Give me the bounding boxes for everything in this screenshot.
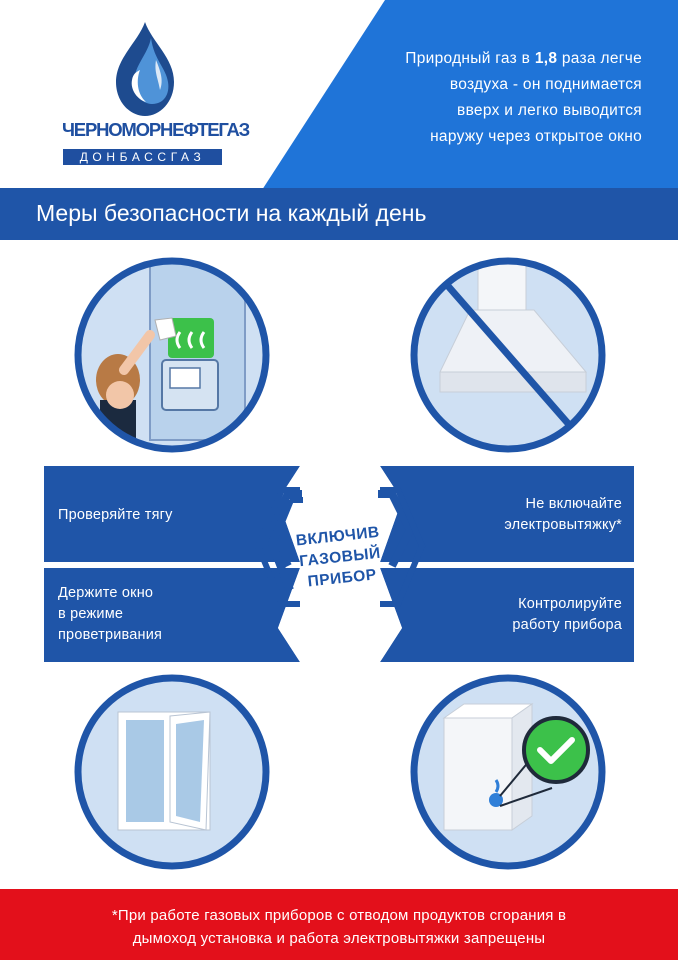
no-hood-icon — [414, 260, 602, 449]
page-title: Меры безопасности на каждый день — [36, 200, 427, 226]
logo-name: ЧЕРНОМОРНЕФТЕГАЗ — [62, 119, 250, 140]
check-draft-icon — [78, 260, 266, 460]
center-caption: ВКЛЮЧИВ ГАЗОВЫЙ ПРИБОР — [295, 523, 382, 591]
flame-drop-icon — [104, 20, 186, 120]
measure-check-draft: Проверяйте тягу — [58, 507, 173, 523]
logo-subname: ДОНБАССГАЗ — [63, 149, 222, 165]
fact-highlight: 1,8 — [534, 50, 558, 67]
gas-fact-text: Природный газ в 1,8 раза легче воздуха - он поднимается вверх и легко выводится наружу через открытое окно — [405, 50, 642, 145]
window-icon — [78, 678, 266, 866]
measure-control-device: Контролируйте работу прибора — [512, 596, 622, 633]
measure-window: Держите окно в режиме проветривания — [58, 585, 163, 643]
footer-warning-text: *При работе газовых приборов с отводом продуктов сгорания в дымоход установка и работа электровытяжки запрещены — [111, 907, 567, 947]
boiler-check-icon — [414, 678, 602, 866]
measure-no-hood: Не включайте электровытяжку* — [504, 496, 622, 533]
